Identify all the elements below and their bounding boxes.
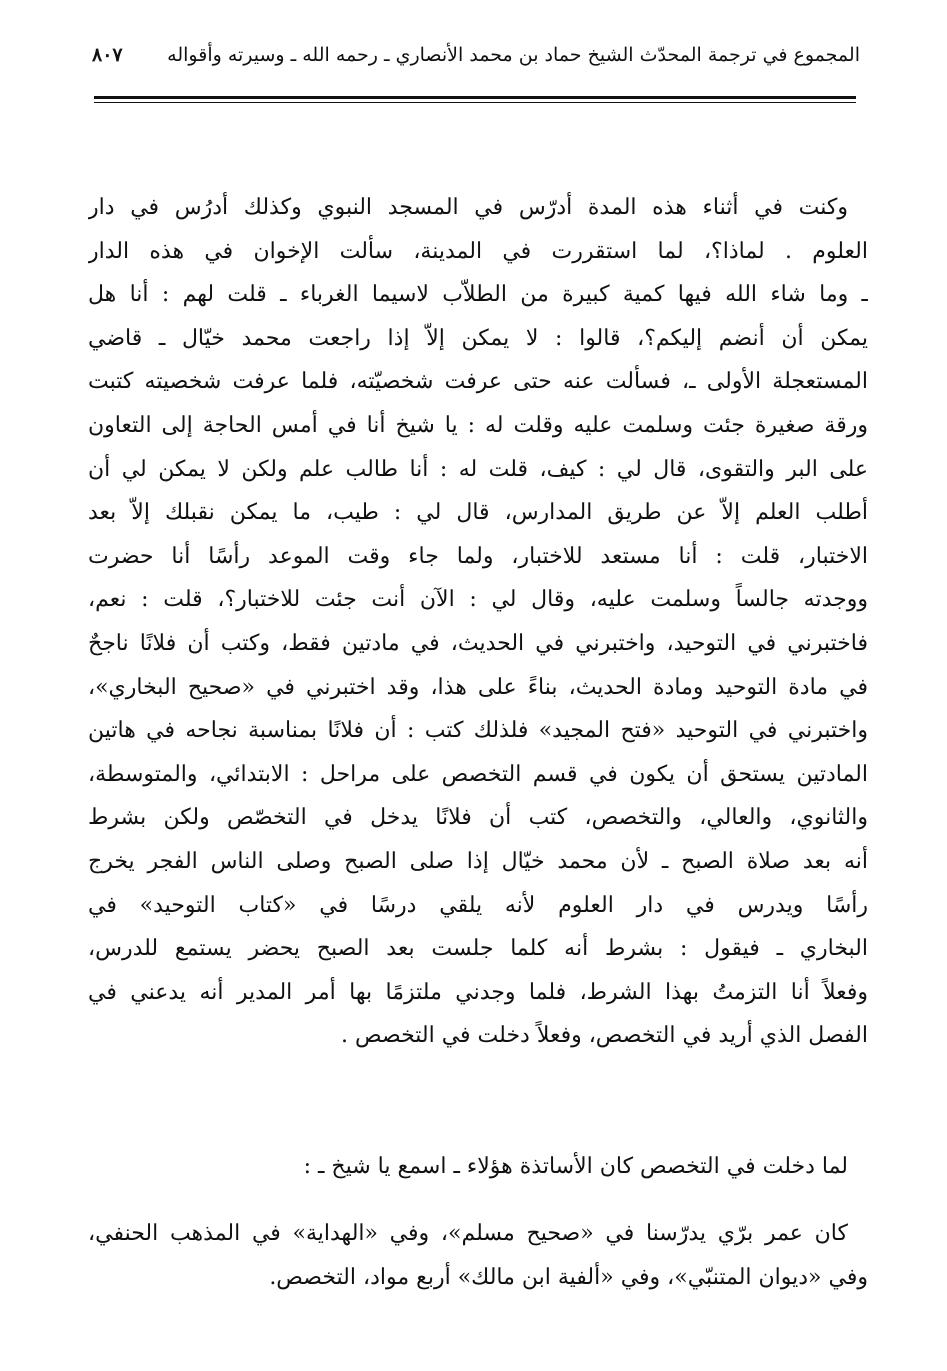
text-line: العلوم . لماذا؟، لما استقررت في المدينة، سألت الإخوان في هذه الدار: [88, 238, 868, 264]
text-line: ورقة صغيرة جئت وسلمت عليه وقلت له : يا شيخ أنا في أمس الحاجة إلى التعاون: [88, 412, 868, 438]
text-line: ووجدته جالساً وسلمت عليه، وقال لي : الآن أنت جئت للاختبار؟، قلت : نعم،: [88, 587, 868, 613]
text-line: على البر والتقوى، قال لي : كيف، قلت له : أنا طالب علم ولكن لا يمكن لي أن: [88, 456, 868, 482]
header-rule-thin: [94, 102, 856, 103]
text-line: فاختبرني في التوحيد، واختبرني في الحديث، في مادتين فقط، وكتب أن فلانًا ناجحٌ: [88, 630, 868, 656]
text-line: واختبرني في التوحيد «فتح المجيد» فلذلك كتب : أن فلانًا بمناسبة نجاحه في هاتين: [88, 718, 868, 744]
header-title: المجموع في ترجمة المحدّث الشيخ حماد بن محمد الأنصاري ـ رحمه الله ـ وسيرته وأقواله: [167, 44, 860, 66]
text-line: لما دخلت في التخصص كان الأساتذة هؤلاء ـ اسمع يا شيخ ـ :: [303, 1154, 848, 1179]
text-line: يمكن أن أنضم إليكم؟، قالوا : لا يمكن إلاّ إذا راجعت محمد خيّال ـ قاضي: [88, 325, 868, 351]
page-number: ٨٠٧: [92, 44, 123, 66]
paragraph-2: [88, 1145, 868, 1189]
text-line: المادتين يستحق أن يكون في قسم التخصص على مراحل : الابتدائي، والمتوسطة،: [88, 761, 868, 787]
header-rule-thick: [94, 96, 856, 99]
text-line: أنه بعد صلاة الصبح ـ لأن محمد خيّال إذا صلى الصبح وصلى الناس الفجر يخرج: [88, 848, 868, 874]
text-line: المستعجلة الأولى ـ، فسألت عنه حتى عرفت شخصيّته، فلما عرفت شخصيته كتبت: [88, 369, 868, 395]
running-header: [92, 40, 860, 80]
text-line: في مادة التوحيد ومادة الحديث، بناءً على هذا، وقد اختبرني في «صحيح البخاري»،: [88, 674, 868, 700]
text-line: ـ وما شاء الله فيها كمية كبيرة من الطلاّب لاسيما الغرباء ـ قلت لهم : أنا هل: [88, 282, 868, 308]
text-line: البخاري ـ فيقول : بشرط أنه كلما جلست بعد الصبح يحضر يستمع للدرس،: [88, 936, 868, 962]
text-line: كان عمر برّي يدرّسنا في «صحيح مسلم»، وفي «الهداية» في المذهب الحنفي،: [88, 1221, 848, 1246]
text-line: الاختبار، قلت : أنا مستعد للاختبار، ولما جاء وقت الموعد رأسًا أنا حضرت: [88, 543, 868, 569]
text-line: وكنت في أثناء هذه المدة أدرّس في المسجد النبوي وكذلك أدرُس في دار: [88, 195, 848, 220]
paragraph-3: [88, 1212, 868, 1299]
text-line: وفعلاً أنا التزمتُ بهذا الشرط، فلما وجدني ملتزمًا بها أمر المدير أنه يدعني في: [88, 979, 868, 1005]
paragraph-1: [88, 186, 868, 1058]
text-line: والثانوي، والعالي، والتخصص، كتب أن فلانًا يدخل في التخصّص ولكن بشرط: [88, 805, 868, 831]
text-line: رأسًا ويدرس في دار العلوم لأنه يلقي درسًا في «كتاب التوحيد» في: [88, 892, 868, 918]
text-line: أطلب العلم إلاّ عن طريق المدارس، قال لي : طيب، ما يمكن نقبلك إلاّ بعد: [88, 500, 868, 526]
text-line: الفصل الذي أريد في التخصص، وفعلاً دخلت في التخصص .: [341, 1023, 868, 1049]
text-line: وفي «ديوان المتنبّي»، وفي «ألفية ابن مالك» أربع مواد، التخصص.: [269, 1264, 868, 1290]
